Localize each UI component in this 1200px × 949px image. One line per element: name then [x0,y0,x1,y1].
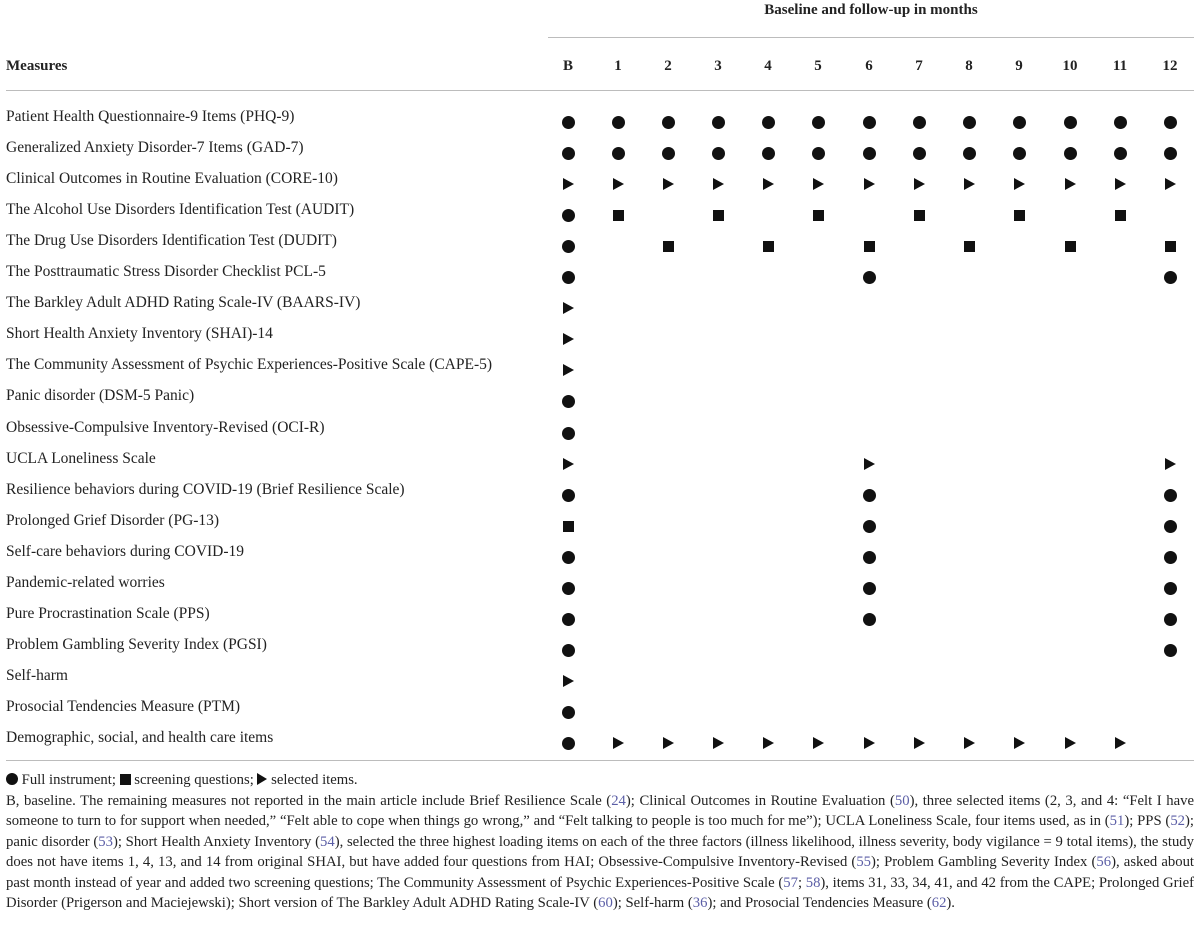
cell-2 [661,116,675,130]
triangle-icon [864,178,875,190]
table-bottom-rule [6,760,1194,761]
table-row [0,450,1200,474]
cell-b [561,302,575,316]
column-header-b: B [562,58,573,74]
legend-full-label: Full instrument; [21,772,116,788]
circle-icon [1164,271,1177,284]
cell-6 [862,271,876,285]
cell-11 [1113,147,1127,161]
table-row [0,698,1200,722]
cell-9 [1012,178,1026,192]
triangle-icon [1165,458,1176,470]
measure-label: Patient Health Questionnaire-9 Items (PHQ-9) [6,108,295,125]
triangle-icon [563,458,574,470]
cell-12 [1163,147,1177,161]
cell-3 [711,147,725,161]
circle-icon [863,147,876,160]
measure-label: Generalized Anxiety Disorder-7 Items (GAD-7) [6,139,304,157]
cell-b [561,209,575,223]
reference-link[interactable]: 51 [1109,813,1125,829]
cell-10 [1063,147,1077,161]
footnote-text: ), asked about past month instead of year and added two screening questions; The Community Assessment of Psychic Experiences-Positive Scale ( [6,854,1195,891]
cell-1 [611,178,625,192]
circle-icon [1114,116,1127,129]
column-header-12: 12 [1162,58,1178,74]
circle-icon [1164,613,1177,626]
triangle-icon [964,178,975,190]
circle-icon [612,147,625,160]
table-row [0,170,1200,194]
circle-icon [562,706,575,719]
cell-b [561,271,575,285]
triangle-icon [613,737,624,749]
footnote-text: ), items 31, 33, 34, 41, and 42 from the CAPE; Prolonged Grief Disorder (Prigerson and Maciejewski); Short version of The Barkley Adult ADHD Rating Scale-IV ( [6,874,1194,911]
measure-label: Short Health Anxiety Inventory (SHAI)-14 [6,325,273,343]
circle-icon [562,551,575,564]
cell-7 [912,116,926,130]
column-header-11: 11 [1112,58,1128,74]
cell-5 [811,209,825,223]
square-icon [813,210,824,221]
cell-12 [1163,551,1177,565]
circle-icon [963,116,976,129]
table-notes [6,770,1194,914]
cell-4 [761,147,775,161]
footnote-text: ); Self-harm ( [612,895,693,911]
reference-link[interactable]: 50 [894,792,910,809]
cell-8 [962,240,976,254]
square-icon [1115,210,1126,221]
column-header-row [0,58,1200,78]
table-row [0,512,1200,536]
circle-icon [863,520,876,533]
cell-12 [1163,613,1177,627]
cell-1 [611,147,625,161]
cell-b [561,582,575,596]
group-header-rule [548,37,1194,38]
measure-label: The Barkley Adult ADHD Rating Scale-IV (BAARS-IV) [6,294,361,312]
cell-8 [962,116,976,130]
cell-10 [1063,240,1077,254]
measure-label: The Posttraumatic Stress Disorder Checklist PCL-5 [6,263,326,281]
cell-5 [811,147,825,161]
measure-label: The Community Assessment of Psychic Experiences-Positive Scale (CAPE-5) [6,356,493,374]
circle-icon [562,395,575,408]
cell-b [561,675,575,689]
cell-3 [711,178,725,192]
cell-8 [962,178,976,192]
circle-icon [1114,147,1127,160]
measure-label: Self-care behaviors during COVID-19 [6,542,245,560]
measure-label: The Drug Use Disorders Identification Test (DUDIT) [6,232,337,250]
measure-label: Pandemic-related worries [6,573,165,591]
square-icon [763,241,774,252]
reference-link[interactable]: 60 [598,895,613,911]
cell-7 [912,737,926,751]
cell-8 [962,737,976,751]
triangle-icon [563,364,574,376]
triangle-icon [663,178,674,190]
cell-4 [761,737,775,751]
cell-10 [1063,737,1077,751]
cell-b [561,458,575,472]
measure-label: The Alcohol Use Disorders Identification Test (AUDIT) [6,201,355,219]
cell-10 [1063,116,1077,130]
cell-11 [1113,209,1127,223]
triangle-icon [1065,178,1076,190]
cell-b [561,551,575,565]
reference-link[interactable]: 24 [611,792,626,809]
cell-11 [1113,178,1127,192]
cell-5 [811,178,825,192]
footnote-text: ), three selected items (2, 3, and 4: “Felt I have someone to turn to for support when needed,” “Felt able to cope when things go wrong,” and “Felt talking to people is too much for me”); UCLA Loneliness Scale, four items used, as in ( [6,792,1194,829]
cell-5 [811,116,825,130]
cell-12 [1163,520,1177,534]
cell-2 [661,240,675,254]
cell-12 [1163,178,1177,192]
cell-b [561,520,575,534]
triangle-icon [813,737,824,749]
circle-icon [762,147,775,160]
triangle-icon [1065,737,1076,749]
full-instrument-circle-icon [6,773,18,785]
square-icon [663,241,674,252]
circle-icon [562,489,575,502]
footnote-text: ; [797,874,806,891]
triangle-icon [563,333,574,345]
cell-b [561,178,575,192]
circle-icon [863,582,876,595]
reference-link[interactable]: 62 [931,895,947,911]
square-icon [964,241,975,252]
triangle-icon [964,737,975,749]
circle-icon [913,116,926,129]
table-row [0,263,1200,287]
cell-3 [711,737,725,751]
triangle-icon [713,178,724,190]
triangle-icon [763,178,774,190]
cell-9 [1012,737,1026,751]
footnote-text: ); panic disorder ( [6,813,1194,850]
table-row [0,139,1200,163]
circle-icon [712,147,725,160]
cell-b [561,240,575,254]
reference-link[interactable]: 52 [1170,813,1186,829]
circle-icon [1013,116,1026,129]
cell-3 [711,209,725,223]
column-header-6: 6 [865,58,873,74]
circle-icon [863,489,876,502]
triangle-icon [563,302,574,314]
circle-icon [662,116,675,129]
cell-6 [862,520,876,534]
cell-6 [862,240,876,254]
triangle-icon [914,178,925,190]
square-icon [713,210,724,221]
cell-b [561,489,575,503]
circle-icon [562,271,575,284]
cell-9 [1012,116,1026,130]
cell-b [561,613,575,627]
circle-icon [1013,147,1026,160]
cell-b [561,644,575,658]
cell-b [561,147,575,161]
footnote-text: B, baseline. The remaining measures not reported in the main article include Brief Resilience Scale ( [6,792,612,809]
circle-icon [562,240,575,253]
measure-label: Self-harm [6,666,68,684]
reference-link[interactable]: 36 [692,895,708,911]
cell-5 [811,737,825,751]
triangle-icon [713,737,724,749]
cell-9 [1012,209,1026,223]
circle-icon [963,147,976,160]
cell-7 [912,178,926,192]
footnote-text: ); Short Health Anxiety Inventory ( [112,833,320,850]
footnote-text: ); PPS ( [1124,813,1171,829]
cell-1 [611,116,625,130]
circle-icon [863,271,876,284]
column-header-1: 1 [614,58,622,74]
circle-icon [712,116,725,129]
column-header-5: 5 [814,58,822,74]
triangle-icon [914,737,925,749]
cell-7 [912,209,926,223]
footnote-text: ), selected the three highest loading items on each of the three factors (illness likelihood, illness severity, body vigilance = 9 total items), the study does not have items 1, 4, 13, and 14 from original SHAI, but have added four questions from HAI; Obsessive-Compulsive Inventory-Revised ( [6,833,1194,870]
cell-7 [912,147,926,161]
reference-link[interactable]: 56 [1096,854,1112,870]
triangle-icon [1014,737,1025,749]
circle-icon [913,147,926,160]
table-row [0,387,1200,411]
triangle-icon [1165,178,1176,190]
circle-icon [1164,644,1177,657]
table-row [0,574,1200,598]
column-header-8: 8 [965,58,973,74]
cell-11 [1113,737,1127,751]
cell-12 [1163,644,1177,658]
cell-1 [611,209,625,223]
circle-icon [1064,147,1077,160]
circle-icon [812,147,825,160]
column-header-2: 2 [664,58,672,74]
measure-label: Demographic, social, and health care items [6,729,274,746]
column-header-3: 3 [714,58,722,74]
cell-12 [1163,489,1177,503]
reference-link[interactable]: 54 [320,833,335,850]
circle-icon [863,613,876,626]
circle-icon [1164,520,1177,533]
cell-b [561,427,575,441]
cell-6 [862,613,876,627]
cell-4 [761,116,775,130]
triangle-icon [563,675,574,687]
circle-icon [562,147,575,160]
table-row [0,325,1200,349]
circle-icon [562,582,575,595]
cell-3 [711,116,725,130]
square-icon [864,241,875,252]
cell-6 [862,458,876,472]
cell-9 [1012,147,1026,161]
selected-items-triangle-icon [257,773,267,785]
cell-12 [1163,240,1177,254]
measure-label: Pure Procrastination Scale (PPS) [6,604,210,622]
square-icon [1165,241,1176,252]
group-header: Baseline and follow-up in months [764,2,978,18]
screening-square-icon [120,774,131,785]
cell-b [561,737,575,751]
triangle-icon [613,178,624,190]
column-header-7: 7 [915,58,923,74]
table-row [0,481,1200,505]
table-row [0,543,1200,567]
triangle-icon [563,178,574,190]
cell-2 [661,178,675,192]
cell-6 [862,551,876,565]
reference-link[interactable]: 58 [805,874,821,891]
circle-icon [762,116,775,129]
table-row [0,729,1200,753]
circle-icon [662,147,675,160]
table-row [0,201,1200,225]
cell-6 [862,116,876,130]
legend-screening-label: screening questions; [134,772,254,788]
circle-icon [863,551,876,564]
cell-6 [862,147,876,161]
circle-icon [1164,489,1177,502]
circle-icon [562,427,575,440]
triangle-icon [1115,737,1126,749]
table-row [0,605,1200,629]
circle-icon [1164,147,1177,160]
cell-6 [862,178,876,192]
footnote [6,791,1194,914]
square-icon [1014,210,1025,221]
cell-b [561,116,575,130]
circle-icon [812,116,825,129]
measure-label: Prolonged Grief Disorder (PG-13) [6,511,220,529]
triangle-icon [813,178,824,190]
column-header-10: 10 [1062,58,1078,74]
measure-label: Obsessive-Compulsive Inventory-Revised (OCI-R) [6,418,325,436]
cell-4 [761,240,775,254]
circle-icon [863,116,876,129]
triangle-icon [1014,178,1025,190]
footnote-text: ). [946,895,955,911]
cell-12 [1163,582,1177,596]
reference-link[interactable]: 57 [783,874,798,891]
square-icon [914,210,925,221]
table-row [0,294,1200,318]
measure-label: UCLA Loneliness Scale [6,449,156,467]
cell-6 [862,737,876,751]
cell-6 [862,582,876,596]
circle-icon [1164,116,1177,129]
header-rule [6,90,1194,91]
circle-icon [562,613,575,626]
cell-11 [1113,116,1127,130]
circle-icon [1164,551,1177,564]
measure-label: Prosocial Tendencies Measure (PTM) [6,697,241,715]
cell-8 [962,147,976,161]
footnote-text: ); Problem Gambling Severity Index ( [871,854,1097,870]
cell-12 [1163,116,1177,130]
cell-b [561,333,575,347]
table-row [0,636,1200,660]
column-header-4: 4 [764,58,772,74]
triangle-icon [864,737,875,749]
cell-b [561,706,575,720]
cell-1 [611,737,625,751]
table-row [0,667,1200,691]
measure-label: Resilience behaviors during COVID-19 (Brief Resilience Scale) [6,480,405,498]
cell-12 [1163,271,1177,285]
cell-4 [761,178,775,192]
cell-6 [862,489,876,503]
circle-icon [612,116,625,129]
reference-link[interactable]: 55 [856,854,871,870]
circle-icon [562,209,575,222]
table-row [0,232,1200,256]
cell-2 [661,147,675,161]
square-icon [1065,241,1076,252]
square-icon [613,210,624,221]
footnote-text: ); and Prosocial Tendencies Measure ( [707,895,932,911]
circle-icon [1064,116,1077,129]
triangle-icon [864,458,875,470]
table-row [0,356,1200,380]
measure-label: Clinical Outcomes in Routine Evaluation (CORE-10) [6,170,338,188]
table-row [0,419,1200,443]
circle-icon [562,737,575,750]
circle-icon [1164,582,1177,595]
triangle-icon [1115,178,1126,190]
cell-b [561,395,575,409]
cell-2 [661,737,675,751]
reference-link[interactable]: 53 [98,833,113,850]
measure-label: Problem Gambling Severity Index (PGSI) [6,635,267,653]
triangle-icon [763,737,774,749]
cell-10 [1063,178,1077,192]
triangle-icon [663,737,674,749]
measures-column-header: Measures [6,58,68,74]
circle-icon [562,644,575,657]
footnote-text: ); Clinical Outcomes in Routine Evaluation ( [625,792,895,809]
square-icon [563,521,574,532]
column-header-9: 9 [1015,58,1023,74]
cell-b [561,364,575,378]
legend-selected-label: selected items. [271,772,358,788]
table-row [0,108,1200,132]
circle-icon [562,116,575,129]
cell-12 [1163,458,1177,472]
symbol-legend [6,770,1194,791]
measure-label: Panic disorder (DSM-5 Panic) [6,387,195,405]
